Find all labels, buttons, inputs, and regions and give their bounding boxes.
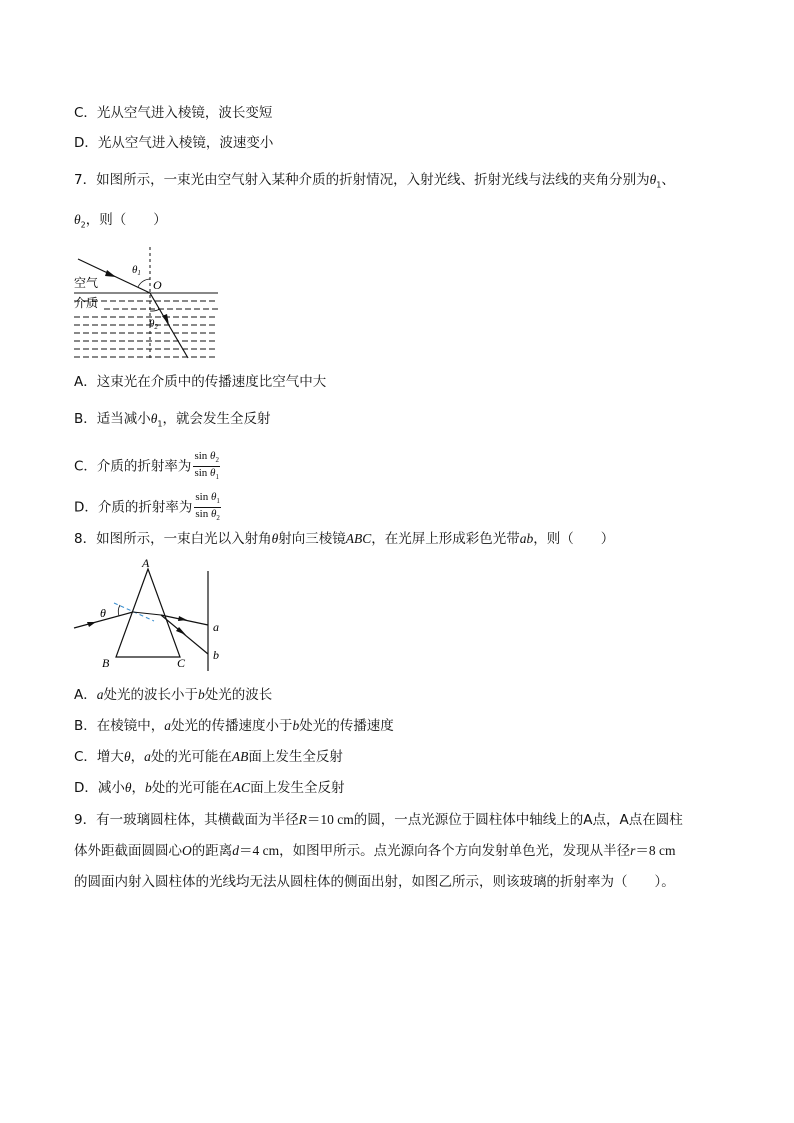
fig8-label-b: b — [213, 648, 219, 662]
q8-stem: 8．如图所示，一束白光以入射角θ射向三棱镜ABC，在光屏上形成彩色光带ab，则（ ） — [74, 531, 615, 547]
q7-stem-line2: $\theta_2$，则（ ） — [74, 212, 167, 230]
fig8-label-c-vertex: C — [177, 656, 186, 670]
fig7-medium-label: 介质 — [74, 296, 99, 310]
q7-stem-line1: 7．如图所示，一束光由空气射入某种介质的折射情况，入射光线、折射光线与法线的夹角分别为$\theta_1$、 — [74, 172, 675, 190]
q7-option-c: C．介质的折射率为 $\frac{\sin \theta_2}{\sin \theta_1}$ — [74, 450, 219, 482]
fig7-theta1: θ1 — [132, 264, 141, 277]
q8-option-c: C．增大θ，a处的光可能在AB面上发生全反射 — [74, 749, 343, 765]
fig8-label-a-vertex: A — [142, 556, 150, 570]
fig8-label-theta: θ — [100, 606, 106, 620]
fig7-point-o: O — [153, 278, 162, 292]
q7-option-a: A．这束光在介质中的传播速度比空气中大 — [74, 374, 327, 390]
fig8-label-b-vertex: B — [102, 656, 110, 670]
q9-line1: 9．有一玻璃圆柱体，其横截面为半径R＝10 cm的圆，一点光源位于圆柱体中轴线上的A点，A点在圆柱 — [74, 812, 683, 828]
q9-line2: 体外距截面圆圆心O的距离d＝4 cm，如图甲所示。点光源向各个方向发射单色光，发现从半径r＝8 cm — [74, 843, 676, 859]
q8-option-b: B．在棱镜中，a处光的传播速度小于b处光的传播速度 — [74, 718, 394, 734]
q7-option-b: B．适当减小$\theta_1$，就会发生全反射 — [74, 411, 271, 429]
q6-option-d: D．光从空气进入棱镜，波速变小 — [74, 135, 274, 151]
fig8-label-a: a — [213, 620, 219, 634]
fig7-theta2: θ2 — [149, 318, 158, 331]
q8-prism-figure — [70, 555, 230, 673]
q7-refraction-figure — [70, 243, 225, 365]
q7-option-d: D．介质的折射率为 $\frac{\sin \theta_1}{\sin \theta_2}$ — [74, 491, 220, 523]
fig7-air-label: 空气 — [74, 276, 99, 290]
q9-line3: 的圆面内射入圆柱体的光线均无法从圆柱体的侧面出射，如图乙所示，则该玻璃的折射率为（ ）。 — [74, 874, 675, 890]
q8-option-d: D．减小θ，b处的光可能在AC面上发生全反射 — [74, 780, 345, 796]
q6-option-c: C．光从空气进入棱镜，波长变短 — [74, 105, 273, 121]
q8-option-a: A．a处光的波长小于b处光的波长 — [74, 687, 273, 703]
